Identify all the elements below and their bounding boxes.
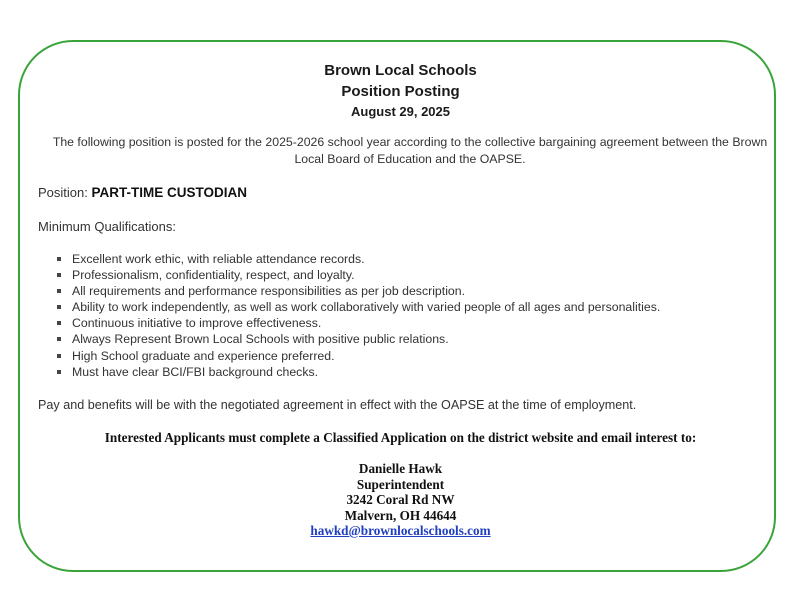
qualification-item: All requirements and performance responsibilities as per job description. (56, 283, 660, 299)
position-label: Position: (38, 185, 88, 200)
qualification-item: High School graduate and experience preferred. (56, 348, 660, 364)
contact-street: 3242 Coral Rd NW (346, 492, 455, 507)
qualification-item: Continuous initiative to improve effectiveness. (56, 315, 660, 331)
pay-benefits-text: Pay and benefits will be with the negotiated agreement in effect with the OAPSE at the time of employment. (38, 398, 637, 412)
qualification-item: Excellent work ethic, with reliable attendance records. (56, 251, 660, 267)
position-line (38, 185, 247, 200)
contact-title: Superintendent (356, 476, 445, 492)
qualification-item: Professionalism, confidentiality, respect, and loyalty. (56, 267, 660, 283)
qualification-item: Ability to work independently, as well as work collaboratively with varied people of all ages and personalities. (56, 299, 660, 315)
intro-paragraph: The following position is posted for the 2025-2026 school year according to the collective bargaining agreement between the Brown Local Board of Education and the OAPSE. (52, 135, 768, 166)
position-title: PART-TIME CUSTODIAN (91, 185, 248, 200)
document-title: Position Posting (341, 83, 460, 100)
contact-city: Malvern, OH 44644 (344, 507, 457, 523)
application-instructions: Interested Applicants must complete a Classified Application on the district website and email interest to: (104, 430, 697, 445)
qualifications-list (56, 251, 660, 380)
contact-email-link[interactable]: hawkd@brownlocalschools.com (310, 523, 491, 538)
organization-name: Brown Local Schools (324, 62, 477, 79)
qualifications-heading: Minimum Qualifications: (38, 219, 176, 234)
qualification-item: Must have clear BCI/FBI background checks. (56, 364, 660, 380)
contact-name: Danielle Hawk (358, 461, 443, 476)
qualification-item: Always Represent Brown Local Schools with positive public relations. (56, 331, 660, 347)
posting-date: August 29, 2025 (351, 104, 450, 119)
contact-block (0, 461, 801, 539)
